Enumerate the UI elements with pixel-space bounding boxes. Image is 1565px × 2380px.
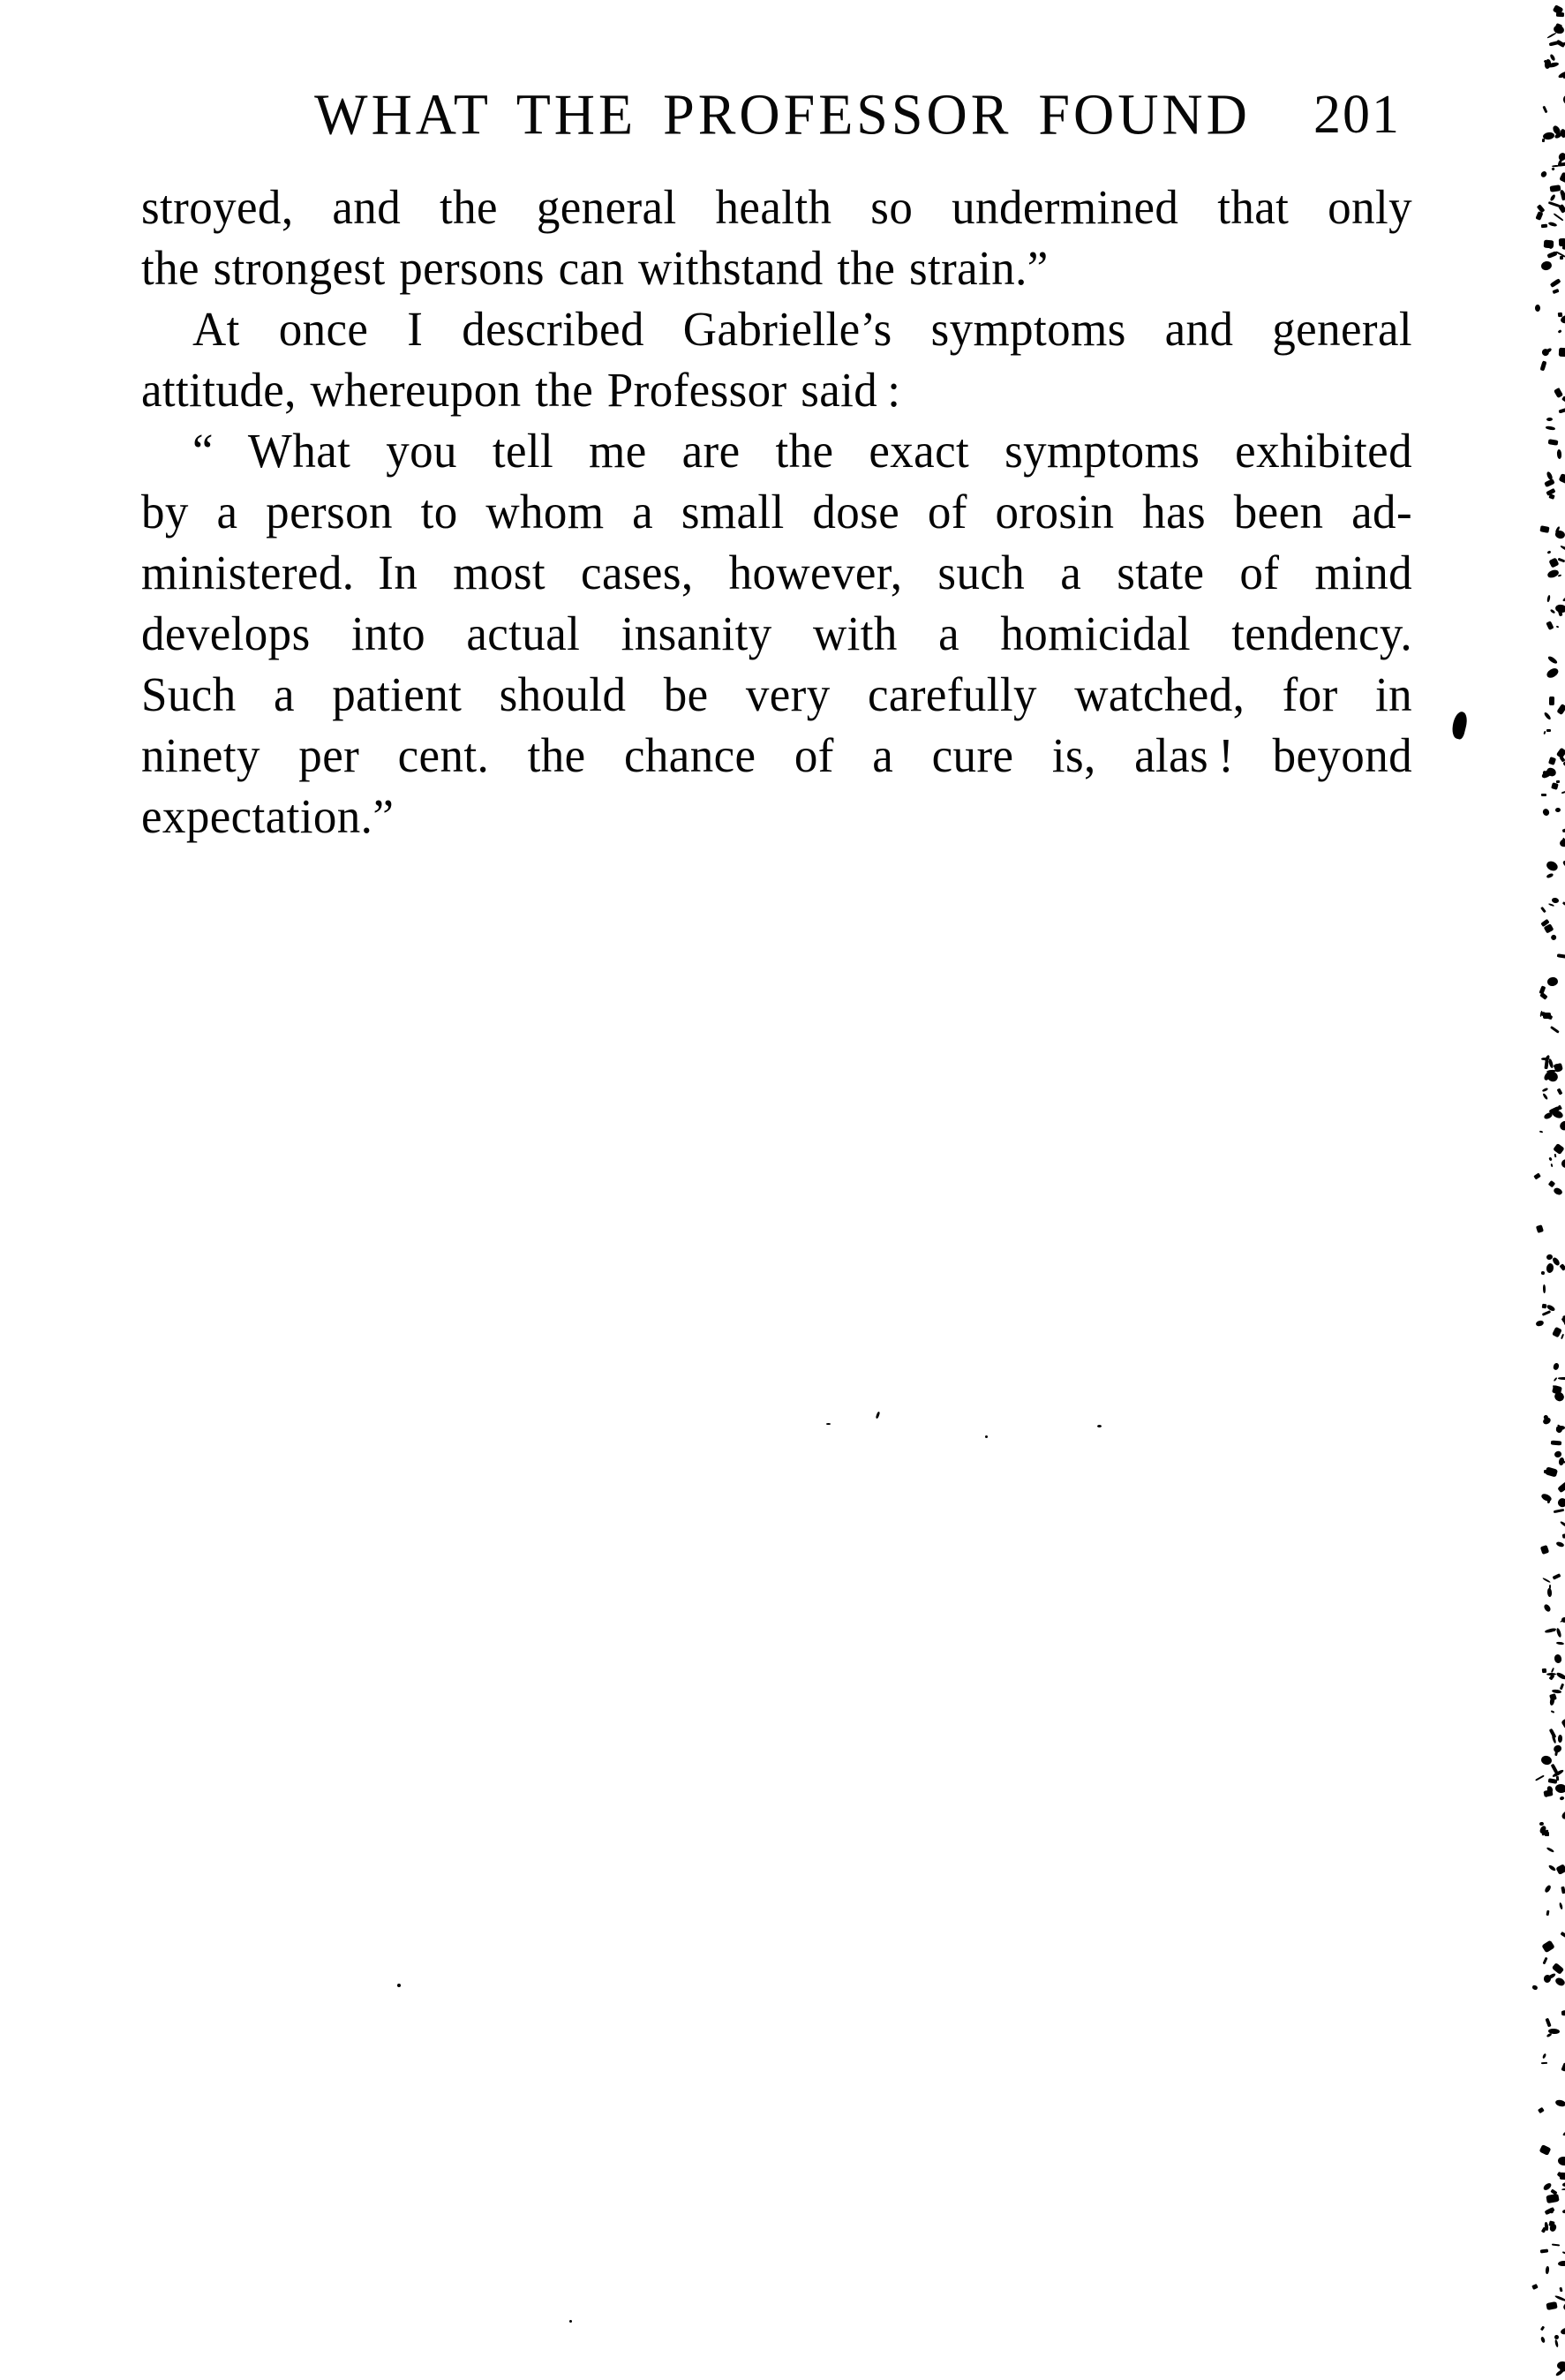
noise-blob (1546, 2194, 1559, 2203)
noise-blob (1557, 2157, 1565, 2166)
noise-blob (1550, 934, 1558, 942)
noise-blob (1552, 1573, 1561, 1579)
noise-blob (1553, 1363, 1560, 1371)
noise-blob (1551, 168, 1554, 171)
noise-blob (1549, 697, 1554, 705)
noise-blob (1554, 213, 1564, 222)
noise-blob (1543, 1604, 1552, 1614)
text-line: attitude, whereupon the Professor said : (141, 364, 901, 418)
noise-blob (1558, 1735, 1563, 1743)
noise-blob (1560, 545, 1565, 553)
noise-blob (1543, 1284, 1546, 1293)
noise-blob (1552, 2243, 1560, 2246)
noise-blob (1536, 1224, 1544, 1233)
noise-blob (1560, 1796, 1565, 1800)
noise-blob (1540, 906, 1546, 913)
scan-speck (826, 1423, 831, 1425)
noise-blob (1554, 530, 1565, 539)
noise-blob (1540, 1545, 1549, 1555)
noise-blob (1558, 2261, 1565, 2267)
noise-blob (1561, 1617, 1565, 1623)
noise-blob (1543, 1957, 1548, 1965)
noise-blob (1541, 2062, 1547, 2065)
noise-blob (1539, 1130, 1542, 1133)
noise-blob (1557, 953, 1565, 959)
noise-blob (1558, 162, 1565, 166)
noise-blob (1546, 594, 1550, 601)
noise-blob (1533, 1173, 1540, 1180)
ink-blot-artifact (1449, 711, 1469, 741)
noise-blob (1548, 903, 1554, 908)
noise-blob (1555, 2099, 1565, 2108)
noise-blob (1552, 288, 1559, 293)
noise-blob (1561, 859, 1565, 870)
noise-blob (1544, 1466, 1557, 1478)
noise-blob (1561, 1333, 1564, 1339)
noise-blob (1560, 256, 1563, 260)
noise-blob (1541, 1058, 1547, 1060)
noise-blob (1551, 1164, 1554, 1168)
noise-blob (1556, 1671, 1565, 1680)
noise-blob (1547, 655, 1558, 665)
noise-blob (1547, 550, 1552, 554)
noise-blob (1542, 808, 1551, 817)
noise-blob (1555, 1497, 1565, 1510)
noise-blob (1544, 1885, 1552, 1894)
noise-blob (1544, 712, 1552, 720)
noise-blob (1544, 924, 1554, 934)
noise-blob (1546, 2301, 1558, 2310)
text-line: the strongest persons can withstand the strain.” (141, 242, 1049, 296)
noise-blob (1553, 1326, 1562, 1337)
noise-blob (1556, 1088, 1562, 1095)
noise-blob (1557, 329, 1561, 333)
running-header (0, 82, 1565, 148)
noise-blob (1546, 569, 1560, 579)
page-number: 201 (1313, 85, 1401, 145)
noise-blob (1549, 1693, 1557, 1701)
noise-blob (1544, 478, 1555, 488)
noise-blob (1540, 2325, 1545, 2331)
text-line: stroyed, and the general health so undermined that only (141, 181, 1412, 235)
noise-blob (1550, 1710, 1554, 1713)
scan-speck (397, 1984, 401, 1987)
noise-blob (1561, 395, 1565, 403)
noise-blob (1554, 2294, 1565, 2301)
noise-blob (1556, 1642, 1564, 1646)
noise-blob (1559, 2287, 1562, 2293)
text-line: “ What you tell me are the exact symptoms exhibited (192, 425, 1412, 478)
noise-blob (1542, 1088, 1549, 1093)
noise-blob (1542, 105, 1547, 113)
noise-blob (1561, 2063, 1565, 2072)
noise-blob (1556, 1775, 1560, 1780)
noise-blob (1556, 704, 1565, 715)
noise-blob (1561, 1716, 1565, 1730)
noise-blob (1542, 1578, 1551, 1584)
noise-blob (1551, 1108, 1564, 1118)
noise-blob (1554, 2339, 1559, 2348)
noise-blob (1554, 1653, 1562, 1663)
noise-blob (1557, 1480, 1565, 1493)
noise-blob (1554, 388, 1563, 398)
noise-blob (1541, 224, 1547, 228)
noise-blob (1558, 1457, 1565, 1466)
noise-blob (1559, 1118, 1565, 1132)
noise-blob (1540, 2249, 1548, 2255)
noise-blob (1559, 348, 1565, 357)
noise-blob (1535, 1774, 1545, 1781)
noise-blob (1546, 32, 1557, 39)
noise-blob (1560, 1263, 1565, 1270)
noise-blob (1548, 439, 1559, 446)
noise-blob (1543, 1013, 1551, 1019)
text-line: ministered. In most cases, however, such a state of mind (141, 546, 1412, 600)
scan-speck (985, 1435, 988, 1438)
scan-speck (1097, 1425, 1102, 1427)
noise-blob (1561, 1932, 1565, 1939)
noise-blob (1546, 418, 1553, 421)
noise-blob (1547, 1180, 1554, 1187)
chapter-title: WHAT THE PROFESSOR FOUND (314, 82, 1251, 147)
noise-blob (1541, 1940, 1554, 1954)
noise-blob (1550, 1026, 1560, 1034)
noise-blob (1546, 976, 1558, 987)
noise-blob (1541, 1304, 1546, 1309)
noise-blob (1556, 12, 1564, 18)
noise-blob (1561, 1533, 1565, 1539)
noise-blob (1561, 1159, 1565, 1169)
noise-blob (1554, 1509, 1565, 1513)
noise-blob (1562, 826, 1565, 832)
noise-blob (1562, 2209, 1565, 2213)
noise-blob (1552, 898, 1560, 904)
noise-blob (1561, 790, 1565, 795)
noise-blob (1548, 201, 1561, 207)
noise-blob (1546, 1263, 1554, 1274)
noise-blob (1559, 172, 1565, 184)
noise-blob (1545, 667, 1559, 680)
scan-speck (876, 1412, 881, 1420)
noise-blob (1560, 2327, 1565, 2336)
noise-blob (1546, 1588, 1551, 1597)
noise-blob (1542, 1093, 1548, 1100)
noise-blob (1542, 1310, 1551, 1316)
noise-blob (1546, 729, 1551, 733)
noise-blob (1539, 169, 1547, 177)
noise-blob (1545, 2206, 1555, 2214)
noise-blob (1540, 260, 1553, 271)
noise-blob (1556, 1540, 1565, 1548)
noise-blob (1555, 1864, 1565, 1875)
noise-blob (1541, 1271, 1546, 1275)
noise-blob (1541, 2052, 1546, 2059)
noise-blob (1539, 2144, 1552, 2156)
noise-blob (1561, 2009, 1565, 2015)
noise-blob (1561, 2188, 1565, 2190)
noise-blob (1548, 242, 1554, 250)
noise-blob (1558, 1377, 1565, 1380)
noise-blob (1531, 2284, 1538, 2290)
noise-blob (1559, 408, 1565, 414)
noise-blob (1549, 608, 1555, 614)
noise-blob (1556, 626, 1559, 629)
noise-blob (1562, 2301, 1565, 2312)
noise-blob (1554, 1783, 1565, 1793)
noise-blob (1558, 238, 1565, 247)
noise-blob (1535, 1320, 1545, 1328)
noise-blob (1559, 473, 1565, 485)
noise-blob (1548, 757, 1556, 765)
noise-blob (1546, 873, 1554, 879)
noise-blob (1556, 449, 1561, 459)
noise-blob (1551, 1441, 1561, 1446)
noise-blob (1553, 1186, 1563, 1196)
noise-blob (1547, 222, 1556, 228)
noise-blob (1540, 2336, 1546, 2343)
noise-blob (1559, 1902, 1563, 1910)
noise-blob (1545, 859, 1559, 871)
noise-blob (1551, 783, 1558, 790)
noise-blob (1540, 361, 1547, 372)
noise-blob (1548, 1157, 1552, 1162)
noise-blob (1560, 128, 1565, 138)
noise-blob (1532, 1985, 1539, 1990)
scan-speck (569, 2320, 572, 2323)
noise-blob (1553, 1143, 1564, 1155)
noise-blob (1555, 40, 1565, 49)
noise-blob (1558, 558, 1565, 562)
noise-blob (1556, 1628, 1562, 1638)
noise-blob (1561, 1887, 1565, 1894)
noise-blob (1541, 794, 1546, 796)
noise-blob (1546, 2017, 1553, 2027)
noise-blob (1560, 1683, 1564, 1690)
noise-blob (1546, 252, 1557, 260)
noise-blob (1555, 807, 1561, 812)
noise-blob (1535, 305, 1540, 312)
noise-blob (1560, 1520, 1565, 1527)
page-text (141, 177, 1412, 847)
noise-blob (1554, 1977, 1565, 1987)
noise-blob (1546, 621, 1555, 630)
text-line: expectation.” (141, 790, 395, 844)
noise-blob (1546, 1910, 1550, 1917)
noise-blob (1561, 1809, 1565, 1820)
text-line: Such a patient should be very carefully watched, for in (141, 668, 1412, 722)
scan-edge-noise (1512, 0, 1565, 2380)
noise-blob (1550, 278, 1561, 288)
noise-blob (1542, 1668, 1547, 1674)
noise-blob (1547, 1864, 1556, 1872)
noise-blob (1539, 985, 1546, 994)
noise-blob (1546, 2266, 1549, 2274)
text-line: develops into actual insanity with a homicidal tendency. (141, 607, 1412, 661)
noise-blob (1554, 1153, 1557, 1156)
noise-blob (1538, 2107, 1545, 2114)
noise-blob (1546, 1847, 1554, 1853)
noise-blob (1540, 525, 1550, 532)
text-line: ninety per cent. the chance of a cure is, alas ! beyond (141, 729, 1412, 783)
text-line: by a person to whom a small dose of orosin has been ad- (141, 486, 1412, 539)
noise-blob (1546, 426, 1556, 430)
text-line: At once I described Gabrielle’s symptoms and general (192, 303, 1412, 357)
